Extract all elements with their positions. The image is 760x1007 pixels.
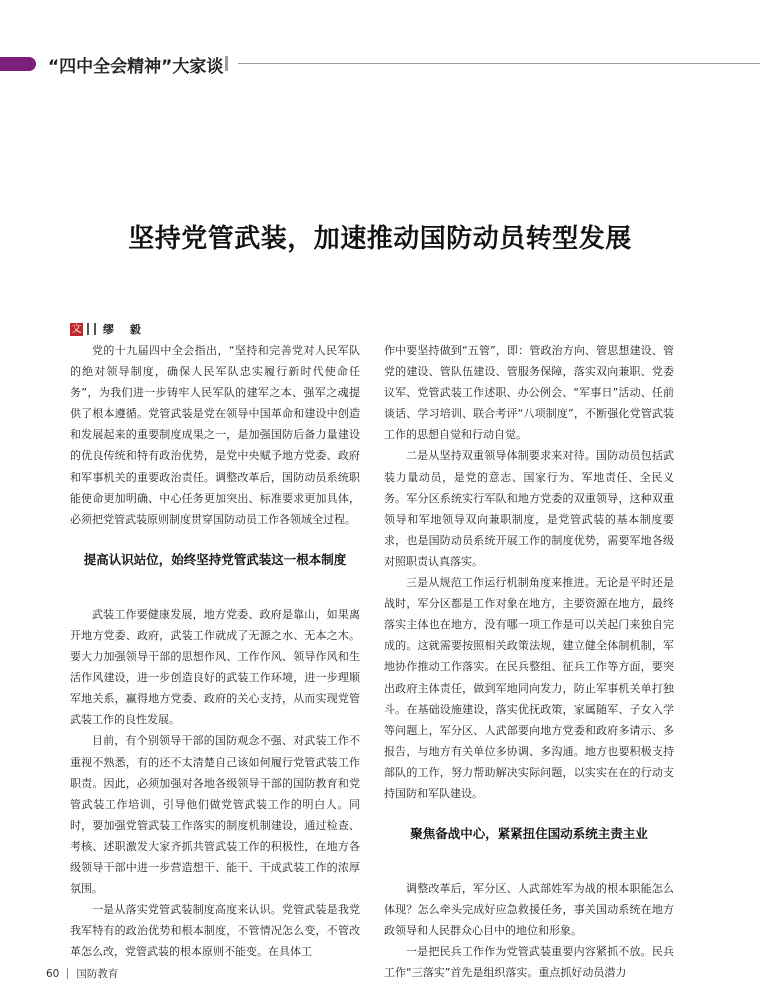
paragraph: 目前，有个别领导干部的国防观念不强、对武装工作不重视不熟悉，有的还不太清楚自己该如何履行党管武装工作职责。因此，必须加强对各地各级领导干部的国防教育和党管武装工作培训，引导他们做党管武装工作的明白人。同时，要加强党管武装工作落实的制度机制建设，通过检查、考核、述职激发大家齐抓共管武装工作的积极性，在地方各级领导干部中进一步营造想干、能干、干成武装工作的浓厚氛围。 xyxy=(70,734,360,896)
paragraph: 二是从坚持双重领导体制要求来对待。国防动员包括武装力量动员，是党的意志、国家行为、军地责任、全民义务。军分区系统实行军队和地方党委的双重领导，这种双重领导和军地领导双向兼职制度，是党管武装的基本制度要求，也是国防动员系统开展工作的制度优势，需要军地各级对照职责认真落实。 xyxy=(384,449,674,568)
paragraph: 作中要坚持做到“五管”，即：管政治方向、管思想建设、管党的建设、管队伍建设、管服务保障，落实双向兼职、党委议军、党管武装工作述职、办公例会、“军事日”活动、任前谈话、学习培训、联合考评“八项制度”，不断强化党管武装工作的思想自觉和行动自觉。 xyxy=(384,344,674,442)
section-header xyxy=(0,52,760,77)
paragraph: 调整改革后，军分区、人武部姓军为战的根本职能怎么体现？怎么牵头完成好应急救援任务，事关国动系统在地方政领导和人民群众心目中的地位和形象。 xyxy=(384,882,674,938)
spacer xyxy=(70,582,360,604)
section-heading: 提高认识站位，始终坚持党管武装这一根本制度 xyxy=(83,551,347,567)
author-name: 缪 毅 xyxy=(103,323,147,336)
paragraph: 一是把民兵工作作为党管武装重要内容紧抓不放。民兵工作“三落实”首先是组织落实。重点抓好动员潜力 xyxy=(384,945,674,980)
publication-name: 国防教育 xyxy=(76,968,119,980)
byline-divider xyxy=(87,323,89,335)
right-column xyxy=(384,340,674,984)
page-number: 60 xyxy=(46,967,60,980)
paragraph: 三是从规范工作运行机制角度来推进。无论是平时还是战时，军分区都是工作对象在地方，主要资源在地方，最终落实主体也在地方，没有哪一项工作是可以关起门来独自完成的。这就需要按照相关政策法规，建立健全体制机制，军地协作推动工作落实。在民兵整组、征兵工作等方面，要突出政府主体责任，做到军地同向发力，防止军事机关单打独斗。在基础设施建设，落实优抚政策，家属随军、子女入学等问题上，军分区、人武部要向地方党委和政府多请示、多报告，与地方有关单位多协调、多沟通。地方也要积极支持部队的工作，努力帮助解决实际问题，以实实在在的行动支持国防和军队建设。 xyxy=(384,576,674,800)
spacer xyxy=(384,856,674,878)
paragraph: 一是从落实党管武装制度高度来认识。党管武装是我党我军特有的政治优势和根本制度，不管情况怎么变，不管改革怎么改，党管武装的根本原则不能变。在具体工 xyxy=(70,903,360,959)
section-accent-bar xyxy=(0,57,36,71)
paragraph: 武装工作要健康发展，地方党委、政府是靠山，如果离开地方党委、政府，武装工作就成了无源之水、无本之木。要大力加强领导干部的思想作风、工作作风、领导作风和生活作风建设，进一步创造良好的武装工作环境，进一步理顺军地关系，赢得地方党委、政府的关心支持，从而实现党管武装工作的良性发展。 xyxy=(70,607,360,727)
footer-divider xyxy=(67,968,68,979)
section-heading: 聚焦备战中心，紧紧扭住国动系统主责主业 xyxy=(410,826,648,842)
header-rule xyxy=(238,63,760,64)
left-column xyxy=(70,340,360,962)
article-title: 坚持党管武装，加速推动国防动员转型发展 xyxy=(128,224,632,254)
section-title: “四中全会精神”大家谈 xyxy=(48,57,224,77)
paragraph: 党的十九届四中全会指出，“坚持和完善党对人民军队的绝对领导制度，确保人民军队忠实履行新时代使命任务”，为我们进一步铸牢人民军队的建军之本、强军之魂提供了根本遵循。党管武装是党在领导中国革命和建设中创造和发展起来的重要制度成果之一，是加强国防后备力量建设的优良传统和特有政治优势，是党中央赋予地方党委、政府和军事机关的重要政治责任。调整改革后，国防动员系统职能使命更加明确、中心任务更加突出、标准要求更加具体，必须把党管武装原则制度贯穿国防动员工作各领域全过程。 xyxy=(70,344,360,526)
byline-divider xyxy=(94,323,96,335)
byline xyxy=(70,322,147,336)
byline-badge: 文 xyxy=(71,323,82,335)
page-footer xyxy=(46,966,118,981)
section-divider xyxy=(225,56,228,71)
